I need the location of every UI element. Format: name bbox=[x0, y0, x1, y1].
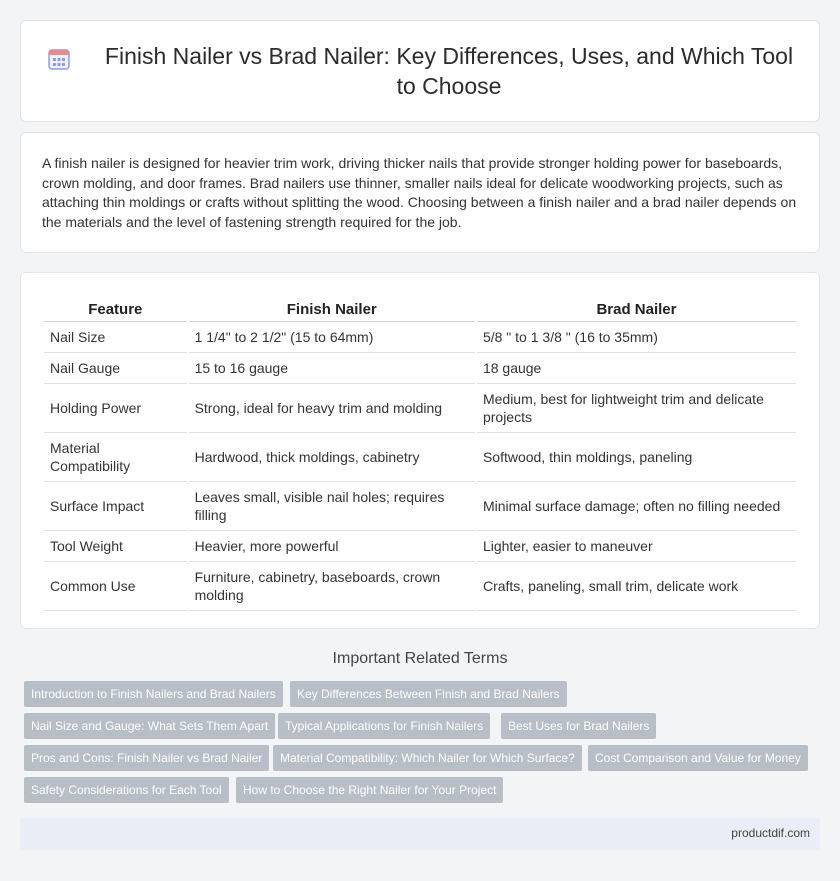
related-terms-heading: Important Related Terms bbox=[332, 650, 508, 667]
related-tag[interactable]: Introduction to Finish Nailers and Brad Nailers bbox=[24, 681, 283, 707]
intro-card bbox=[20, 132, 820, 253]
cell-feature: Holding Power bbox=[44, 384, 187, 433]
cell-finish: Strong, ideal for heavy trim and molding bbox=[189, 384, 475, 433]
related-tag[interactable]: How to Choose the Right Nailer for Your Project bbox=[236, 777, 503, 803]
related-tag[interactable]: Best Uses for Brad Nailers bbox=[501, 713, 656, 739]
table-row bbox=[44, 433, 796, 482]
cell-finish: 1 1/4" to 2 1/2" (15 to 64mm) bbox=[189, 322, 475, 353]
comparison-table bbox=[42, 296, 798, 611]
cell-brad: Medium, best for lightweight trim and delicate projects bbox=[477, 384, 796, 433]
related-tag[interactable]: Key Differences Between Finish and Brad Nailers bbox=[290, 681, 567, 707]
header-feature: Feature bbox=[44, 296, 187, 322]
header-card bbox=[20, 20, 820, 122]
table-header-row bbox=[44, 296, 796, 322]
cell-feature: Surface Impact bbox=[44, 482, 187, 531]
related-tag[interactable]: Material Compatibility: Which Nailer for Which Surface? bbox=[273, 745, 582, 771]
related-tag[interactable]: Pros and Cons: Finish Nailer vs Brad Nailer bbox=[24, 745, 269, 771]
cell-brad: 18 gauge bbox=[477, 353, 796, 384]
table-row bbox=[44, 531, 796, 562]
cell-finish: Heavier, more powerful bbox=[189, 531, 475, 562]
cell-brad: Minimal surface damage; often no filling needed bbox=[477, 482, 796, 531]
header-brad-nailer: Brad Nailer bbox=[477, 296, 796, 322]
footer-bar bbox=[20, 818, 820, 850]
cell-feature: Material Compatibility bbox=[44, 433, 187, 482]
table-row bbox=[44, 384, 796, 433]
table-row bbox=[44, 353, 796, 384]
related-tag[interactable]: Nail Size and Gauge: What Sets Them Apart bbox=[24, 713, 275, 739]
cell-feature: Nail Size bbox=[44, 322, 187, 353]
cell-feature: Common Use bbox=[44, 562, 187, 611]
intro-paragraph: A finish nailer is designed for heavier trim work, driving thicker nails that provide stronger holding power for baseboards, crown molding, and door frames. Brad nailers use thinner, smaller nails ideal for delicate woodworking projects, such as attaching thin moldings or crafts without splitting the wood. Choosing between a finish nailer and a brad nailer depends on the materials and the level of fastening strength required for the job. bbox=[42, 155, 797, 230]
related-tag[interactable]: Cost Comparison and Value for Money bbox=[588, 745, 808, 771]
cell-brad: 5/8 " to 1 3/8 " (16 to 35mm) bbox=[477, 322, 796, 353]
footer-site-link[interactable]: productdif.com bbox=[731, 826, 810, 840]
cell-brad: Crafts, paneling, small trim, delicate work bbox=[477, 562, 796, 611]
page-title: Finish Nailer vs Brad Nailer: Key Differences, Uses, and Which Tool to Choose bbox=[104, 43, 794, 99]
comparison-table-card bbox=[20, 272, 820, 629]
header-finish-nailer: Finish Nailer bbox=[189, 296, 475, 322]
cell-finish: Hardwood, thick moldings, cabinetry bbox=[189, 433, 475, 482]
cell-finish: Furniture, cabinetry, baseboards, crown molding bbox=[189, 562, 475, 611]
cell-feature: Nail Gauge bbox=[44, 353, 187, 384]
cell-finish: Leaves small, visible nail holes; requires filling bbox=[189, 482, 475, 531]
cell-feature: Tool Weight bbox=[44, 531, 187, 562]
table-row bbox=[44, 482, 796, 531]
related-tag[interactable]: Typical Applications for Finish Nailers bbox=[278, 713, 490, 739]
cell-brad: Softwood, thin moldings, paneling bbox=[477, 433, 796, 482]
table-row bbox=[44, 322, 796, 353]
cell-brad: Lighter, easier to maneuver bbox=[477, 531, 796, 562]
cell-finish: 15 to 16 gauge bbox=[189, 353, 475, 384]
related-tag[interactable]: Safety Considerations for Each Tool bbox=[24, 777, 229, 803]
table-row bbox=[44, 562, 796, 611]
